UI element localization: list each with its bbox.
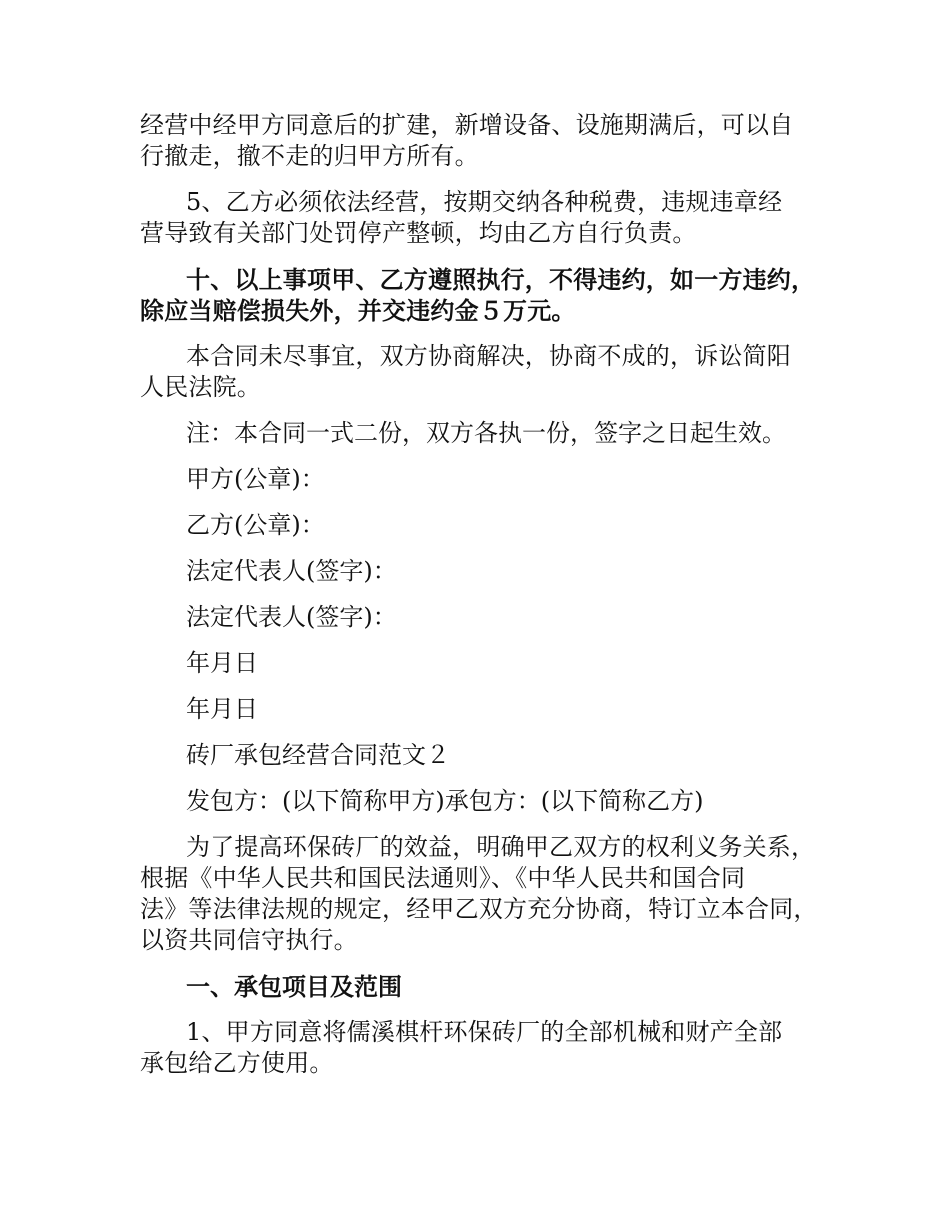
date-line-b: 年月日: [186, 695, 258, 723]
section-heading-scope: 一、承包项目及范围: [186, 972, 402, 1001]
date-line-a: 年月日: [186, 649, 258, 677]
text-line: 5、乙方必须依法经营，按期交纳各种税费，违规违章经: [186, 188, 783, 216]
party-b-seal: 乙方(公章)：: [186, 511, 325, 539]
text-line: 为了提高环保砖厂的效益，明确甲乙双方的权利义务关系，: [186, 833, 816, 861]
party-a-seal: 甲方(公章)：: [186, 465, 325, 493]
text-line: 根据《中华人民共和国民法通则》、《中华人民共和国合同: [140, 864, 746, 892]
text-line: 除应当赔偿损失外，并交违约金５万元。: [140, 296, 576, 325]
note-copies: 注：本合同一式二份，双方各执一份，签字之日起生效。: [186, 419, 786, 447]
paragraph-clause-5: [140, 187, 830, 249]
paragraph-clause-1: [140, 1017, 830, 1079]
text-line: 本合同未尽事宜，双方协商解决，协商不成的，诉讼简阳: [186, 342, 791, 370]
text-line: 营导致有关部门处罚停产整顿，均由乙方自行负责。: [140, 219, 697, 247]
text-line: 十、以上事项甲、乙方遵照执行，不得违约，如一方违约，: [186, 265, 816, 294]
legal-representative-signature-a: 法定代表人(签字)：: [186, 557, 397, 585]
text-line: 经营中经甲方同意后的扩建，新增设备、设施期满后，可以自: [140, 111, 794, 139]
paragraph-dispute-resolution: [140, 341, 830, 403]
text-line: 人民法院。: [140, 373, 261, 401]
text-line: 法》等法律法规的规定，经甲乙双方充分协商，特订立本合同，: [140, 895, 818, 923]
contract-parties: 发包方：(以下简称甲方)承包方：(以下简称乙方): [186, 787, 704, 815]
contract-title-2: 砖厂承包经营合同范文２: [186, 741, 450, 769]
document-body: [140, 110, 830, 1094]
text-line: 以资共同信守执行。: [140, 926, 358, 954]
text-line: 1、甲方同意将儒溪棋杆环保砖厂的全部机械和财产全部: [186, 1018, 783, 1046]
legal-representative-signature-b: 法定代表人(签字)：: [186, 603, 397, 631]
paragraph-preamble: [140, 832, 830, 956]
paragraph-expansion-ownership: [140, 110, 830, 172]
text-line: 承包给乙方使用。: [140, 1049, 334, 1077]
paragraph-section-10: [140, 264, 830, 326]
text-line: 行撤走，撤不走的归甲方所有。: [140, 142, 479, 170]
